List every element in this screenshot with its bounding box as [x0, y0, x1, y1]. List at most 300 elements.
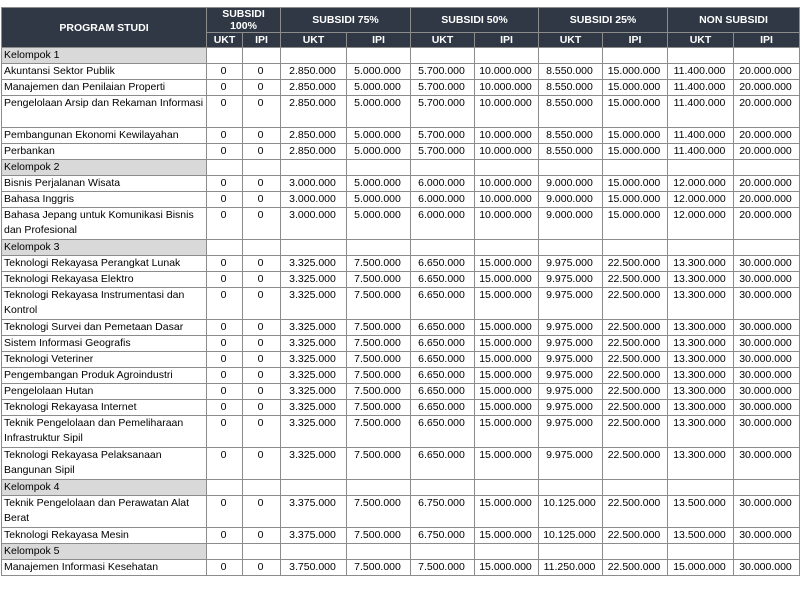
empty-cell [281, 480, 347, 496]
fee-cell: 15.000.000 [603, 192, 668, 208]
program-name: Sistem Informasi Geografis [2, 336, 207, 352]
fee-cell: 0 [207, 128, 243, 144]
program-name: Manajemen dan Penilaian Properti [2, 80, 207, 96]
fee-cell: 0 [243, 80, 281, 96]
table-row [2, 320, 800, 336]
header-ipi: IPI [603, 33, 668, 48]
fee-cell: 13.300.000 [668, 400, 734, 416]
tuition-table [1, 7, 800, 576]
empty-cell [734, 160, 800, 176]
table-row [2, 560, 800, 576]
program-name: Bisnis Perjalanan Wisata [2, 176, 207, 192]
fee-cell: 30.000.000 [734, 560, 800, 576]
header-ukt: UKT [281, 33, 347, 48]
table-body [2, 48, 800, 576]
fee-cell: 6.750.000 [411, 496, 475, 528]
fee-cell: 22.500.000 [603, 560, 668, 576]
fee-cell: 0 [207, 496, 243, 528]
fee-cell: 7.500.000 [347, 560, 411, 576]
fee-cell: 6.650.000 [411, 320, 475, 336]
table-row [2, 448, 800, 480]
empty-cell [539, 544, 603, 560]
table-row [2, 384, 800, 400]
empty-cell [207, 240, 243, 256]
empty-cell [603, 48, 668, 64]
fee-cell: 15.000.000 [603, 208, 668, 240]
program-name: Bahasa Jepang untuk Komunikasi Bisnis dan Profesional [2, 208, 207, 240]
fee-cell: 3.325.000 [281, 336, 347, 352]
fee-cell: 10.125.000 [539, 528, 603, 544]
fee-cell: 2.850.000 [281, 64, 347, 80]
table-row [2, 64, 800, 80]
fee-cell: 13.300.000 [668, 416, 734, 448]
empty-cell [668, 480, 734, 496]
fee-cell: 10.000.000 [475, 80, 539, 96]
fee-cell: 5.700.000 [411, 80, 475, 96]
fee-cell: 11.400.000 [668, 128, 734, 144]
empty-cell [411, 240, 475, 256]
fee-cell: 15.000.000 [475, 400, 539, 416]
empty-cell [668, 544, 734, 560]
fee-cell: 0 [207, 192, 243, 208]
fee-cell: 10.000.000 [475, 128, 539, 144]
fee-cell: 6.000.000 [411, 208, 475, 240]
fee-cell: 13.300.000 [668, 336, 734, 352]
fee-cell: 6.650.000 [411, 448, 475, 480]
program-name: Teknologi Rekayasa Perangkat Lunak [2, 256, 207, 272]
program-name: Manajemen Informasi Kesehatan [2, 560, 207, 576]
empty-cell [243, 544, 281, 560]
fee-cell: 15.000.000 [603, 176, 668, 192]
fee-cell: 2.850.000 [281, 128, 347, 144]
fee-cell: 6.750.000 [411, 528, 475, 544]
fee-cell: 0 [243, 400, 281, 416]
group-row [2, 160, 800, 176]
fee-cell: 3.375.000 [281, 528, 347, 544]
program-name: Teknologi Rekayasa Internet [2, 400, 207, 416]
fee-cell: 3.000.000 [281, 208, 347, 240]
fee-cell: 0 [243, 192, 281, 208]
fee-cell: 7.500.000 [347, 320, 411, 336]
group-label: Kelompok 2 [2, 160, 207, 176]
fee-cell: 20.000.000 [734, 64, 800, 80]
fee-cell: 10.000.000 [475, 144, 539, 160]
fee-cell: 0 [207, 64, 243, 80]
fee-cell: 9.975.000 [539, 272, 603, 288]
fee-cell: 3.325.000 [281, 368, 347, 384]
fee-cell: 30.000.000 [734, 272, 800, 288]
fee-cell: 30.000.000 [734, 352, 800, 368]
fee-cell: 3.325.000 [281, 288, 347, 320]
fee-cell: 5.000.000 [347, 96, 411, 128]
empty-cell [475, 544, 539, 560]
fee-cell: 20.000.000 [734, 96, 800, 128]
header-ipi: IPI [243, 33, 281, 48]
program-name: Teknologi Rekayasa Mesin [2, 528, 207, 544]
fee-cell: 22.500.000 [603, 400, 668, 416]
fee-cell: 7.500.000 [347, 272, 411, 288]
fee-cell: 22.500.000 [603, 384, 668, 400]
fee-cell: 3.325.000 [281, 416, 347, 448]
fee-cell: 3.325.000 [281, 400, 347, 416]
fee-cell: 0 [243, 128, 281, 144]
fee-cell: 6.650.000 [411, 400, 475, 416]
fee-cell: 22.500.000 [603, 368, 668, 384]
fee-cell: 0 [243, 448, 281, 480]
fee-cell: 13.500.000 [668, 528, 734, 544]
fee-cell: 30.000.000 [734, 400, 800, 416]
fee-cell: 10.000.000 [475, 96, 539, 128]
fee-cell: 0 [207, 176, 243, 192]
empty-cell [347, 544, 411, 560]
empty-cell [347, 240, 411, 256]
fee-cell: 7.500.000 [347, 352, 411, 368]
fee-cell: 5.700.000 [411, 96, 475, 128]
fee-cell: 0 [243, 320, 281, 336]
program-name: Pengembangan Produk Agroindustri [2, 368, 207, 384]
fee-cell: 11.400.000 [668, 96, 734, 128]
fee-cell: 2.850.000 [281, 96, 347, 128]
program-name: Akuntansi Sektor Publik [2, 64, 207, 80]
table-row [2, 496, 800, 528]
fee-cell: 3.000.000 [281, 192, 347, 208]
fee-cell: 3.000.000 [281, 176, 347, 192]
fee-cell: 7.500.000 [347, 528, 411, 544]
fee-cell: 7.500.000 [347, 448, 411, 480]
fee-cell: 15.000.000 [475, 368, 539, 384]
empty-cell [411, 160, 475, 176]
fee-cell: 30.000.000 [734, 256, 800, 272]
empty-cell [207, 160, 243, 176]
fee-cell: 22.500.000 [603, 352, 668, 368]
group-row [2, 480, 800, 496]
header-program-studi: PROGRAM STUDI [2, 8, 207, 48]
fee-cell: 15.000.000 [475, 352, 539, 368]
fee-cell: 6.650.000 [411, 368, 475, 384]
program-name: Teknologi Rekayasa Elektro [2, 272, 207, 288]
fee-cell: 0 [207, 336, 243, 352]
group-row [2, 240, 800, 256]
empty-cell [539, 240, 603, 256]
table-row [2, 80, 800, 96]
fee-cell: 30.000.000 [734, 448, 800, 480]
fee-cell: 15.000.000 [603, 96, 668, 128]
fee-cell: 3.325.000 [281, 256, 347, 272]
fee-cell: 7.500.000 [347, 496, 411, 528]
empty-cell [603, 544, 668, 560]
fee-cell: 6.000.000 [411, 192, 475, 208]
empty-cell [243, 48, 281, 64]
fee-cell: 15.000.000 [475, 256, 539, 272]
header-ukt: UKT [207, 33, 243, 48]
fee-cell: 15.000.000 [603, 80, 668, 96]
fee-cell: 9.975.000 [539, 384, 603, 400]
fee-cell: 22.500.000 [603, 496, 668, 528]
empty-cell [243, 160, 281, 176]
fee-cell: 3.325.000 [281, 320, 347, 336]
header-ipi: IPI [475, 33, 539, 48]
fee-cell: 9.000.000 [539, 176, 603, 192]
fee-cell: 3.750.000 [281, 560, 347, 576]
fee-cell: 30.000.000 [734, 288, 800, 320]
empty-cell [539, 48, 603, 64]
fee-cell: 20.000.000 [734, 208, 800, 240]
empty-cell [539, 160, 603, 176]
table-header [2, 8, 800, 48]
fee-cell: 22.500.000 [603, 320, 668, 336]
fee-cell: 7.500.000 [411, 560, 475, 576]
fee-cell: 5.000.000 [347, 144, 411, 160]
fee-cell: 13.300.000 [668, 320, 734, 336]
fee-cell: 15.000.000 [475, 448, 539, 480]
empty-cell [411, 544, 475, 560]
fee-cell: 15.000.000 [475, 384, 539, 400]
header-ipi: IPI [734, 33, 800, 48]
fee-cell: 30.000.000 [734, 368, 800, 384]
fee-cell: 0 [207, 368, 243, 384]
program-name: Pengelolaan Hutan [2, 384, 207, 400]
table-row [2, 192, 800, 208]
fee-cell: 8.550.000 [539, 96, 603, 128]
fee-cell: 9.000.000 [539, 192, 603, 208]
program-name: Bahasa Inggris [2, 192, 207, 208]
fee-cell: 3.325.000 [281, 448, 347, 480]
fee-cell: 20.000.000 [734, 192, 800, 208]
fee-cell: 10.000.000 [475, 176, 539, 192]
fee-cell: 15.000.000 [668, 560, 734, 576]
fee-cell: 20.000.000 [734, 128, 800, 144]
fee-cell: 15.000.000 [475, 560, 539, 576]
empty-cell [475, 480, 539, 496]
fee-cell: 6.650.000 [411, 288, 475, 320]
table-row [2, 272, 800, 288]
fee-cell: 0 [243, 64, 281, 80]
table-row [2, 416, 800, 448]
fee-cell: 6.650.000 [411, 272, 475, 288]
table-row [2, 176, 800, 192]
empty-cell [668, 160, 734, 176]
header-subsidi-75: SUBSIDI 75% [281, 8, 411, 33]
fee-cell: 7.500.000 [347, 368, 411, 384]
empty-cell [668, 48, 734, 64]
empty-cell [347, 160, 411, 176]
fee-cell: 13.300.000 [668, 288, 734, 320]
empty-cell [668, 240, 734, 256]
fee-cell: 13.300.000 [668, 368, 734, 384]
fee-cell: 0 [207, 416, 243, 448]
fee-cell: 12.000.000 [668, 176, 734, 192]
fee-cell: 5.000.000 [347, 176, 411, 192]
program-name: Pengelolaan Arsip dan Rekaman Informasi [2, 96, 207, 128]
fee-cell: 0 [243, 560, 281, 576]
empty-cell [207, 48, 243, 64]
program-name: Teknologi Rekayasa Pelaksanaan Bangunan Sipil [2, 448, 207, 480]
header-ukt: UKT [411, 33, 475, 48]
empty-cell [281, 240, 347, 256]
fee-cell: 15.000.000 [475, 272, 539, 288]
fee-cell: 6.650.000 [411, 256, 475, 272]
fee-cell: 30.000.000 [734, 320, 800, 336]
fee-cell: 0 [243, 288, 281, 320]
fee-cell: 13.300.000 [668, 448, 734, 480]
fee-cell: 0 [207, 320, 243, 336]
fee-cell: 20.000.000 [734, 176, 800, 192]
fee-cell: 9.975.000 [539, 400, 603, 416]
fee-cell: 0 [243, 416, 281, 448]
empty-cell [734, 240, 800, 256]
program-name: Teknik Pengelolaan dan Perawatan Alat Berat [2, 496, 207, 528]
empty-cell [281, 160, 347, 176]
empty-cell [475, 48, 539, 64]
table-row [2, 96, 800, 128]
fee-cell: 8.550.000 [539, 80, 603, 96]
fee-cell: 0 [207, 528, 243, 544]
table-row [2, 256, 800, 272]
group-row [2, 544, 800, 560]
fee-cell: 11.400.000 [668, 80, 734, 96]
empty-cell [243, 480, 281, 496]
fee-cell: 10.000.000 [475, 208, 539, 240]
fee-cell: 0 [243, 144, 281, 160]
fee-cell: 15.000.000 [603, 64, 668, 80]
fee-cell: 15.000.000 [603, 144, 668, 160]
fee-cell: 0 [207, 144, 243, 160]
empty-cell [207, 480, 243, 496]
fee-cell: 15.000.000 [475, 496, 539, 528]
fee-cell: 0 [207, 384, 243, 400]
fee-cell: 10.000.000 [475, 64, 539, 80]
empty-cell [475, 240, 539, 256]
fee-cell: 9.975.000 [539, 256, 603, 272]
fee-cell: 9.975.000 [539, 368, 603, 384]
fee-cell: 10.125.000 [539, 496, 603, 528]
group-row [2, 48, 800, 64]
fee-cell: 8.550.000 [539, 144, 603, 160]
fee-cell: 15.000.000 [475, 528, 539, 544]
group-label: Kelompok 3 [2, 240, 207, 256]
fee-cell: 22.500.000 [603, 336, 668, 352]
fee-cell: 9.975.000 [539, 288, 603, 320]
header-subsidi-100: SUBSIDI 100% [207, 8, 281, 33]
fee-cell: 0 [243, 528, 281, 544]
group-label: Kelompok 1 [2, 48, 207, 64]
program-name: Perbankan [2, 144, 207, 160]
fee-cell: 6.650.000 [411, 384, 475, 400]
fee-cell: 7.500.000 [347, 256, 411, 272]
program-name: Teknologi Survei dan Pemetaan Dasar [2, 320, 207, 336]
group-label: Kelompok 4 [2, 480, 207, 496]
empty-cell [734, 48, 800, 64]
fee-cell: 5.000.000 [347, 192, 411, 208]
fee-cell: 30.000.000 [734, 496, 800, 528]
fee-cell: 22.500.000 [603, 448, 668, 480]
fee-cell: 6.000.000 [411, 176, 475, 192]
fee-cell: 9.975.000 [539, 416, 603, 448]
fee-cell: 3.325.000 [281, 384, 347, 400]
fee-cell: 0 [243, 208, 281, 240]
fee-cell: 22.500.000 [603, 416, 668, 448]
fee-cell: 7.500.000 [347, 288, 411, 320]
fee-cell: 0 [207, 448, 243, 480]
fee-cell: 20.000.000 [734, 144, 800, 160]
table-row [2, 528, 800, 544]
empty-cell [411, 480, 475, 496]
fee-cell: 9.000.000 [539, 208, 603, 240]
table-row [2, 400, 800, 416]
fee-cell: 30.000.000 [734, 384, 800, 400]
program-name: Pembangunan Ekonomi Kewilayahan [2, 128, 207, 144]
header-ipi: IPI [347, 33, 411, 48]
fee-cell: 5.700.000 [411, 144, 475, 160]
empty-cell [603, 240, 668, 256]
fee-cell: 3.325.000 [281, 272, 347, 288]
fee-cell: 30.000.000 [734, 528, 800, 544]
empty-cell [603, 160, 668, 176]
fee-cell: 15.000.000 [603, 128, 668, 144]
fee-cell: 5.000.000 [347, 208, 411, 240]
empty-cell [475, 160, 539, 176]
program-name: Teknik Pengelolaan dan Pemeliharaan Infrastruktur Sipil [2, 416, 207, 448]
fee-cell: 22.500.000 [603, 528, 668, 544]
fee-cell: 22.500.000 [603, 272, 668, 288]
fee-cell: 5.700.000 [411, 128, 475, 144]
empty-cell [281, 48, 347, 64]
fee-cell: 20.000.000 [734, 80, 800, 96]
fee-cell: 0 [243, 176, 281, 192]
fee-cell: 11.250.000 [539, 560, 603, 576]
fee-cell: 2.850.000 [281, 144, 347, 160]
empty-cell [207, 544, 243, 560]
fee-cell: 15.000.000 [475, 320, 539, 336]
fee-cell: 9.975.000 [539, 352, 603, 368]
fee-cell: 0 [243, 384, 281, 400]
table-row [2, 368, 800, 384]
empty-cell [734, 480, 800, 496]
group-label: Kelompok 5 [2, 544, 207, 560]
fee-cell: 13.300.000 [668, 272, 734, 288]
fee-cell: 22.500.000 [603, 256, 668, 272]
empty-cell [347, 480, 411, 496]
header-non-subsidi: NON SUBSIDI [668, 8, 800, 33]
fee-cell: 0 [243, 336, 281, 352]
empty-cell [243, 240, 281, 256]
fee-cell: 7.500.000 [347, 336, 411, 352]
fee-cell: 0 [207, 256, 243, 272]
fee-cell: 13.500.000 [668, 496, 734, 528]
fee-cell: 15.000.000 [475, 288, 539, 320]
fee-cell: 12.000.000 [668, 208, 734, 240]
fee-cell: 6.650.000 [411, 352, 475, 368]
fee-cell: 5.000.000 [347, 64, 411, 80]
header-ukt: UKT [539, 33, 603, 48]
fee-cell: 0 [207, 272, 243, 288]
fee-cell: 13.300.000 [668, 384, 734, 400]
table-row [2, 288, 800, 320]
fee-cell: 5.000.000 [347, 80, 411, 96]
fee-cell: 0 [243, 96, 281, 128]
fee-cell: 9.975.000 [539, 448, 603, 480]
fee-cell: 30.000.000 [734, 416, 800, 448]
fee-cell: 22.500.000 [603, 288, 668, 320]
fee-cell: 7.500.000 [347, 416, 411, 448]
fee-cell: 8.550.000 [539, 64, 603, 80]
empty-cell [411, 48, 475, 64]
header-ukt: UKT [668, 33, 734, 48]
fee-cell: 5.000.000 [347, 128, 411, 144]
fee-cell: 7.500.000 [347, 384, 411, 400]
fee-cell: 0 [207, 208, 243, 240]
fee-cell: 13.300.000 [668, 352, 734, 368]
